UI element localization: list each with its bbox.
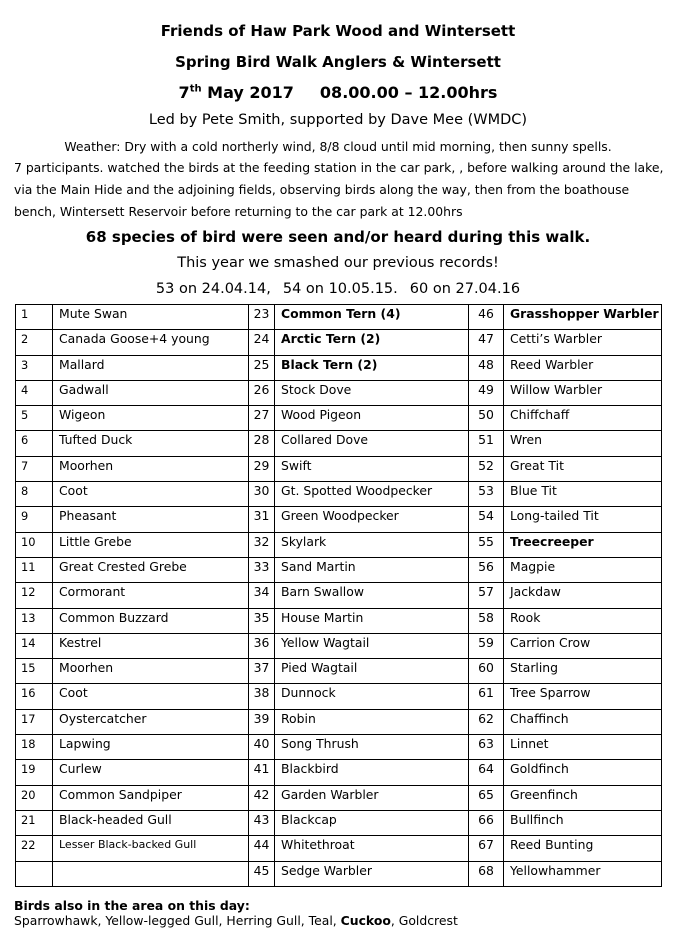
bird-name-cell: Garden Warbler bbox=[275, 785, 469, 810]
bird-name-cell: Stock Dove bbox=[275, 380, 469, 405]
bird-number-cell: 56 bbox=[469, 557, 504, 582]
bird-name-cell: Arctic Tern (2) bbox=[275, 330, 469, 355]
bird-number-cell: 9 bbox=[16, 507, 53, 532]
date-day: 7 bbox=[178, 83, 190, 102]
bird-number-cell: 1 bbox=[16, 305, 53, 330]
table-row bbox=[16, 330, 662, 355]
bird-name-cell: Pheasant bbox=[53, 507, 249, 532]
bird-name-cell: Willow Warbler bbox=[504, 380, 662, 405]
bird-number-cell: 54 bbox=[469, 507, 504, 532]
bird-number-cell: 26 bbox=[249, 380, 275, 405]
bird-number-cell: 20 bbox=[16, 785, 53, 810]
bird-number-cell: 25 bbox=[249, 355, 275, 380]
bird-number-cell: 42 bbox=[249, 785, 275, 810]
table-row bbox=[16, 431, 662, 456]
also-seen-highlight: Cuckoo bbox=[340, 913, 391, 928]
bird-number-cell: 40 bbox=[249, 735, 275, 760]
bird-number-cell: 16 bbox=[16, 684, 53, 709]
bird-name-cell: Common Buzzard bbox=[53, 608, 249, 633]
bird-name-cell: Blackbird bbox=[275, 760, 469, 785]
bird-number-cell: 53 bbox=[469, 482, 504, 507]
record-2016: 60 on 27.04.16 bbox=[409, 281, 521, 297]
bird-number-cell: 41 bbox=[249, 760, 275, 785]
table-row bbox=[16, 456, 662, 481]
bird-number-cell: 17 bbox=[16, 709, 53, 734]
bird-name-cell: Yellowhammer bbox=[504, 861, 662, 886]
bird-name-cell: Coot bbox=[53, 684, 249, 709]
bird-name-cell: Canada Goose+4 young bbox=[53, 330, 249, 355]
bird-name-cell: Whitethroat bbox=[275, 836, 469, 861]
bird-name-cell: Skylark bbox=[275, 532, 469, 557]
table-row bbox=[16, 406, 662, 431]
bird-number-cell: 32 bbox=[249, 532, 275, 557]
bird-number-cell: 31 bbox=[249, 507, 275, 532]
bird-number-cell: 39 bbox=[249, 709, 275, 734]
table-row bbox=[16, 735, 662, 760]
table-row bbox=[16, 760, 662, 785]
bird-number-cell: 58 bbox=[469, 608, 504, 633]
bird-name-cell: Gt. Spotted Woodpecker bbox=[275, 482, 469, 507]
bird-name-cell: Tufted Duck bbox=[53, 431, 249, 456]
bird-number-cell: 8 bbox=[16, 482, 53, 507]
table-row bbox=[16, 507, 662, 532]
bird-number-cell: 23 bbox=[249, 305, 275, 330]
bird-number-cell: 63 bbox=[469, 735, 504, 760]
bird-name-cell: Reed Bunting bbox=[504, 836, 662, 861]
bird-name-cell: Magpie bbox=[504, 557, 662, 582]
bird-number-cell: 60 bbox=[469, 659, 504, 684]
table-row bbox=[16, 380, 662, 405]
bird-name-cell: Mute Swan bbox=[53, 305, 249, 330]
bird-number-cell: 5 bbox=[16, 406, 53, 431]
bird-number-cell: 62 bbox=[469, 709, 504, 734]
bird-number-cell: 7 bbox=[16, 456, 53, 481]
bird-name-cell: Black Tern (2) bbox=[275, 355, 469, 380]
bird-number-cell: 4 bbox=[16, 380, 53, 405]
bird-name-cell: Kestrel bbox=[53, 633, 249, 658]
bird-number-cell: 10 bbox=[16, 532, 53, 557]
bird-number-cell: 6 bbox=[16, 431, 53, 456]
bird-name-cell: Lesser Black-backed Gull bbox=[53, 836, 249, 861]
table-row bbox=[16, 608, 662, 633]
document-subtitle: Spring Bird Walk Anglers & Wintersett bbox=[175, 53, 501, 71]
bird-name-cell: Green Woodpecker bbox=[275, 507, 469, 532]
bird-number-cell: 19 bbox=[16, 760, 53, 785]
bird-name-cell: Collared Dove bbox=[275, 431, 469, 456]
bird-name-cell: Coot bbox=[53, 482, 249, 507]
bird-number-cell: 22 bbox=[16, 836, 53, 861]
document-title: Friends of Haw Park Wood and Wintersett bbox=[160, 22, 516, 40]
bird-number-cell: 68 bbox=[469, 861, 504, 886]
bird-name-cell: Sand Martin bbox=[275, 557, 469, 582]
bird-name-cell: Moorhen bbox=[53, 659, 249, 684]
bird-number-cell: 66 bbox=[469, 810, 504, 835]
bird-number-cell: 46 bbox=[469, 305, 504, 330]
bird-name-cell bbox=[53, 861, 249, 886]
also-seen-label: Birds also in the area on this day: bbox=[14, 898, 250, 913]
bird-name-cell: Black-headed Gull bbox=[53, 810, 249, 835]
bird-number-cell: 50 bbox=[469, 406, 504, 431]
table-row bbox=[16, 836, 662, 861]
bird-name-cell: Great Tit bbox=[504, 456, 662, 481]
bird-number-cell: 59 bbox=[469, 633, 504, 658]
bird-name-cell: Little Grebe bbox=[53, 532, 249, 557]
table-row bbox=[16, 785, 662, 810]
bird-name-cell: Swift bbox=[275, 456, 469, 481]
bird-name-cell: Wigeon bbox=[53, 406, 249, 431]
bird-number-cell: 51 bbox=[469, 431, 504, 456]
bird-name-cell: Bullfinch bbox=[504, 810, 662, 835]
bird-number-cell: 36 bbox=[249, 633, 275, 658]
bird-number-cell: 12 bbox=[16, 583, 53, 608]
also-seen-text-end: , Goldcrest bbox=[390, 913, 458, 928]
walk-description: 7 participants. watched the birds at the feeding station in the car park, , before walking around the lake, via the Main Hide and the adjoining fields, observing birds along the way, then from the boathouse bench, Wintersett Reservoir before returning to the car park at 12.00hrs bbox=[14, 160, 664, 219]
bird-name-cell: Cormorant bbox=[53, 583, 249, 608]
bird-number-cell: 18 bbox=[16, 735, 53, 760]
record-2015: 54 on 10.05.15. bbox=[282, 281, 398, 297]
bird-name-cell: Moorhen bbox=[53, 456, 249, 481]
bird-name-cell: Great Crested Grebe bbox=[53, 557, 249, 582]
bird-number-cell: 28 bbox=[249, 431, 275, 456]
bird-number-cell: 21 bbox=[16, 810, 53, 835]
table-row bbox=[16, 305, 662, 330]
bird-name-cell: Common Sandpiper bbox=[53, 785, 249, 810]
leaders-line: Led by Pete Smith, supported by Dave Mee (WMDC) bbox=[148, 112, 528, 128]
bird-number-cell: 44 bbox=[249, 836, 275, 861]
records-heading: This year we smashed our previous records! bbox=[177, 255, 499, 271]
bird-name-cell: Yellow Wagtail bbox=[275, 633, 469, 658]
bird-name-cell: Wood Pigeon bbox=[275, 406, 469, 431]
table-row bbox=[16, 709, 662, 734]
weather-line: Weather: Dry with a cold northerly wind, 8/8 cloud until mid morning, then sunny spells. bbox=[64, 139, 612, 154]
bird-name-cell: Sedge Warbler bbox=[275, 861, 469, 886]
table-row bbox=[16, 482, 662, 507]
bird-number-cell: 11 bbox=[16, 557, 53, 582]
table-row bbox=[16, 532, 662, 557]
bird-number-cell: 61 bbox=[469, 684, 504, 709]
bird-number-cell: 65 bbox=[469, 785, 504, 810]
bird-number-cell: 47 bbox=[469, 330, 504, 355]
bird-number-cell: 13 bbox=[16, 608, 53, 633]
table-row bbox=[16, 355, 662, 380]
bird-name-cell: Linnet bbox=[504, 735, 662, 760]
bird-number-cell: 29 bbox=[249, 456, 275, 481]
bird-number-cell: 3 bbox=[16, 355, 53, 380]
bird-number-cell: 15 bbox=[16, 659, 53, 684]
table-row bbox=[16, 861, 662, 886]
walk-time: 08.00.00 – 12.00hrs bbox=[319, 83, 498, 102]
bird-number-cell bbox=[16, 861, 53, 886]
bird-name-cell: Greenfinch bbox=[504, 785, 662, 810]
bird-name-cell: Dunnock bbox=[275, 684, 469, 709]
bird-name-cell: Blue Tit bbox=[504, 482, 662, 507]
bird-number-cell: 52 bbox=[469, 456, 504, 481]
also-seen-text: Sparrowhawk, Yellow-legged Gull, Herring Gull, Teal, bbox=[14, 913, 341, 928]
bird-name-cell: Lapwing bbox=[53, 735, 249, 760]
bird-number-cell: 67 bbox=[469, 836, 504, 861]
bird-name-cell: Wren bbox=[504, 431, 662, 456]
table-row bbox=[16, 583, 662, 608]
bird-number-cell: 34 bbox=[249, 583, 275, 608]
bird-number-cell: 38 bbox=[249, 684, 275, 709]
bird-list-table bbox=[15, 304, 662, 887]
bird-name-cell: House Martin bbox=[275, 608, 469, 633]
bird-name-cell: Barn Swallow bbox=[275, 583, 469, 608]
bird-name-cell: Curlew bbox=[53, 760, 249, 785]
record-2014: 53 on 24.04.14, bbox=[155, 281, 271, 297]
bird-number-cell: 57 bbox=[469, 583, 504, 608]
date-month-year: May 2017 bbox=[201, 83, 294, 102]
bird-name-cell: Robin bbox=[275, 709, 469, 734]
bird-number-cell: 48 bbox=[469, 355, 504, 380]
bird-name-cell: Starling bbox=[504, 659, 662, 684]
bird-name-cell: Gadwall bbox=[53, 380, 249, 405]
bird-name-cell: Mallard bbox=[53, 355, 249, 380]
bird-number-cell: 64 bbox=[469, 760, 504, 785]
bird-number-cell: 45 bbox=[249, 861, 275, 886]
table-row bbox=[16, 659, 662, 684]
bird-number-cell: 43 bbox=[249, 810, 275, 835]
bird-number-cell: 37 bbox=[249, 659, 275, 684]
bird-name-cell: Blackcap bbox=[275, 810, 469, 835]
bird-number-cell: 2 bbox=[16, 330, 53, 355]
bird-name-cell: Song Thrush bbox=[275, 735, 469, 760]
bird-name-cell: Pied Wagtail bbox=[275, 659, 469, 684]
bird-number-cell: 33 bbox=[249, 557, 275, 582]
bird-name-cell: Carrion Crow bbox=[504, 633, 662, 658]
previous-records bbox=[0, 281, 676, 297]
date-suffix: th bbox=[189, 83, 202, 95]
table-row bbox=[16, 557, 662, 582]
bird-name-cell: Rook bbox=[504, 608, 662, 633]
bird-name-cell: Cetti’s Warbler bbox=[504, 330, 662, 355]
bird-number-cell: 49 bbox=[469, 380, 504, 405]
walk-date-time bbox=[0, 83, 676, 102]
bird-name-cell: Chiffchaff bbox=[504, 406, 662, 431]
bird-number-cell: 14 bbox=[16, 633, 53, 658]
table-row bbox=[16, 684, 662, 709]
bird-name-cell: Chaffinch bbox=[504, 709, 662, 734]
bird-name-cell: Reed Warbler bbox=[504, 355, 662, 380]
also-seen-list bbox=[14, 913, 458, 928]
bird-name-cell: Jackdaw bbox=[504, 583, 662, 608]
table-row bbox=[16, 810, 662, 835]
bird-number-cell: 35 bbox=[249, 608, 275, 633]
bird-number-cell: 24 bbox=[249, 330, 275, 355]
table-row bbox=[16, 633, 662, 658]
bird-name-cell: Grasshopper Warbler bbox=[504, 305, 662, 330]
bird-name-cell: Goldfinch bbox=[504, 760, 662, 785]
species-count: 68 species of bird were seen and/or heard during this walk. bbox=[85, 228, 591, 246]
bird-name-cell: Treecreeper bbox=[504, 532, 662, 557]
bird-name-cell: Oystercatcher bbox=[53, 709, 249, 734]
bird-name-cell: Common Tern (4) bbox=[275, 305, 469, 330]
bird-name-cell: Long-tailed Tit bbox=[504, 507, 662, 532]
bird-number-cell: 55 bbox=[469, 532, 504, 557]
bird-number-cell: 30 bbox=[249, 482, 275, 507]
bird-name-cell: Tree Sparrow bbox=[504, 684, 662, 709]
bird-number-cell: 27 bbox=[249, 406, 275, 431]
